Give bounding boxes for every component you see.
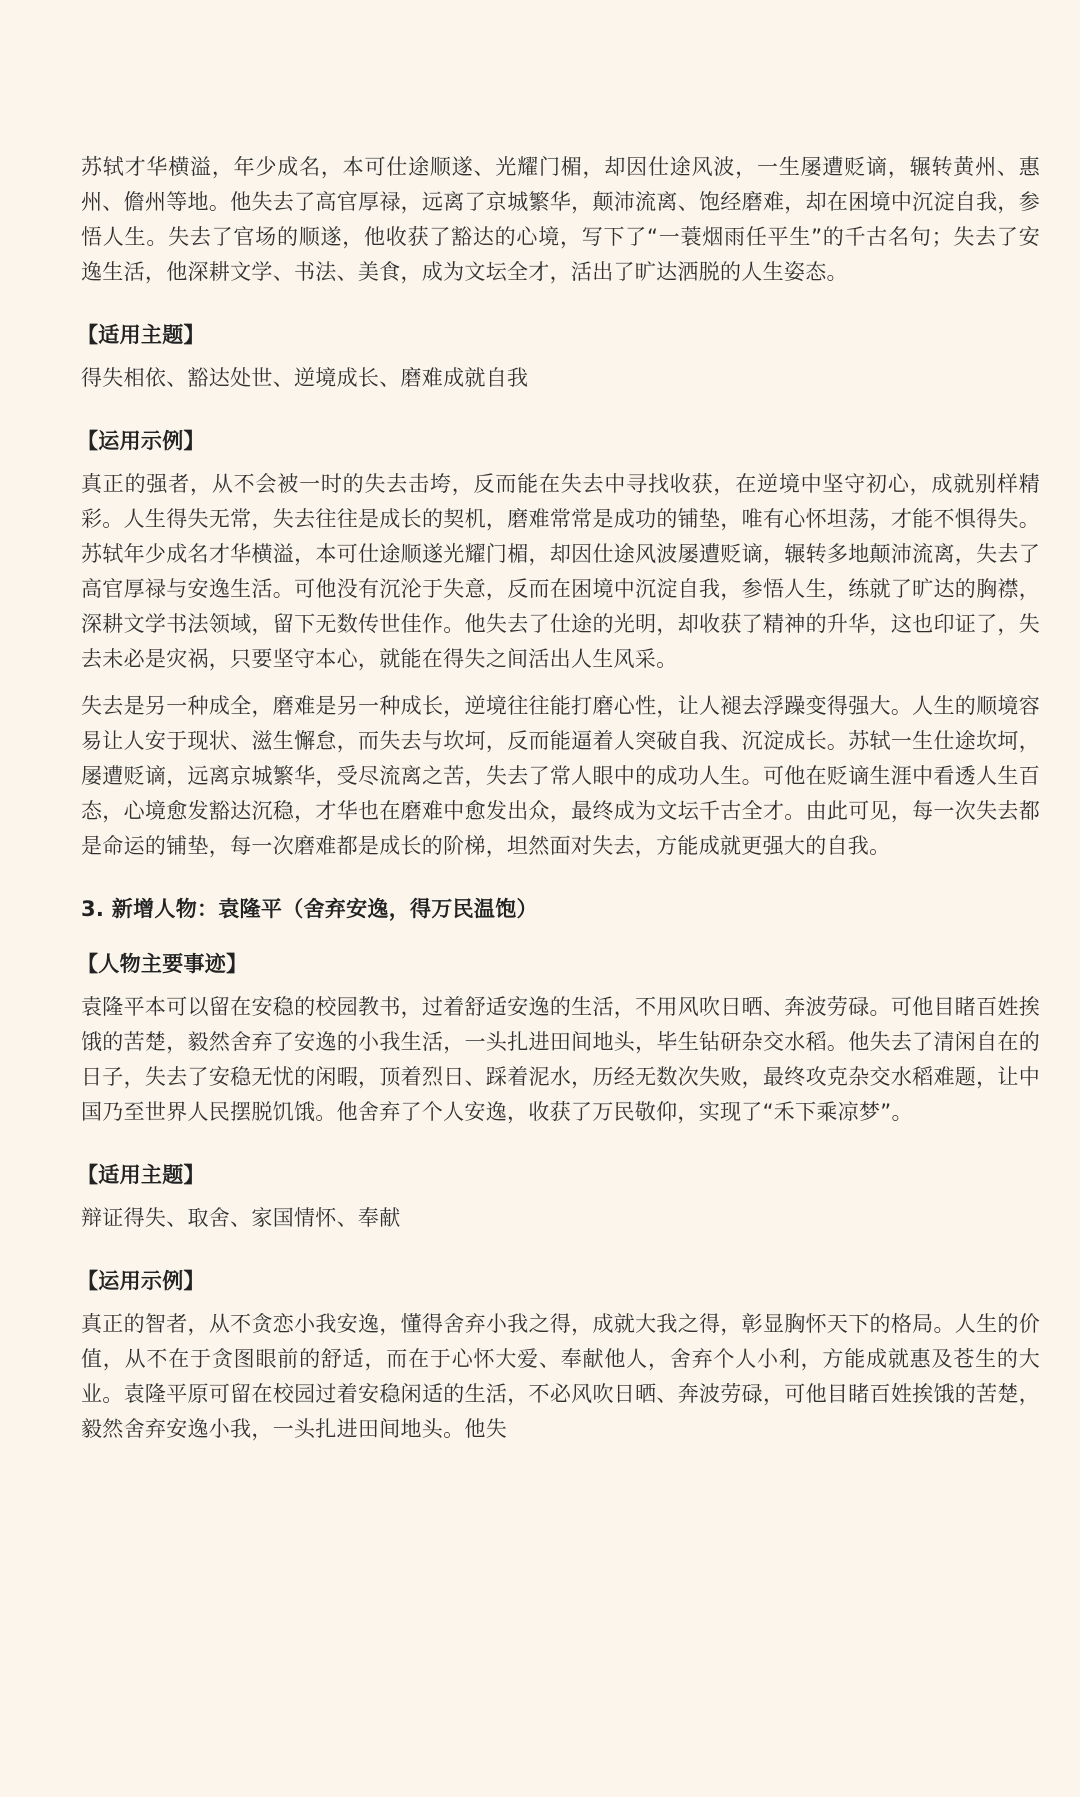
yuan-longping-theme-heading: 【适用主题】 — [77, 1163, 205, 1187]
su-shi-example-paragraph-1: 真正的强者，从不会被一时的失去击垮，反而能在失去中寻找收获，在逆境中坚守初心，成就别样精彩。人生得失无常，失去往往是成长的契机，磨难常常是成功的铺垫，唯有心怀坦荡，才能不惧得失。苏轼年少成名才华横溢，本可仕途顺遂光耀门楣，却因仕途风波屡遭贬谪，辗转多地颠沛流离，失去了高官厚禄与安逸生活。可他没有沉沦于失意，反而在困境中沉淀自我，参悟人生，练就了旷达的胸襟，深耕文学书法领域，留下无数传世佳作。他失去了仕途的光明，却收获了精神的升华，这也印证了，失去未必是灾祸，只要坚守本心，就能在得失之间活出人生风采。 — [81, 472, 1040, 671]
yuan-longping-events-text: 袁隆平本可以留在安稳的校园教书，过着舒适安逸的生活，不用风吹日晒、奔波劳碌。可他目睹百姓挨饿的苦楚，毅然舍弃了安逸的小我生活，一头扎进田间地头，毕生钻研杂交水稻。他失去了清闲自在的日子，失去了安稳无忧的闲暇，顶着烈日、踩着泥水，历经无数次失败，最终攻克杂交水稻难题，让中国乃至世界人民摆脱饥饿。他舍弃了个人安逸，收获了万民敬仰，实现了“禾下乘凉梦”。 — [81, 995, 1040, 1124]
su-shi-example-heading: 【运用示例】 — [77, 429, 205, 453]
su-shi-example-paragraph-2: 失去是另一种成全，磨难是另一种成长，逆境往往能打磨心性，让人褪去浮躁变得强大。人生的顺境容易让人安于现状、滋生懈怠，而失去与坎坷，反而能逼着人突破自我、沉淀成长。苏轼一生仕途坎坷，屡遭贬谪，远离京城繁华，受尽流离之苦，失去了常人眼中的成功人生。可他在贬谪生涯中看透人生百态，心境愈发豁达沉稳，才华也在磨难中愈发出众，最终成为文坛千古全才。由此可见，每一次失去都是命运的铺垫，每一次磨难都是成长的阶梯，坦然面对失去，方能成就更强大的自我。 — [81, 694, 1040, 858]
yuan-longping-example-heading: 【运用示例】 — [77, 1269, 205, 1293]
yuan-longping-events-heading: 【人物主要事迹】 — [77, 952, 248, 976]
yuan-longping-theme-text: 辩证得失、取舍、家国情怀、奉献 — [81, 1206, 401, 1230]
su-shi-theme-text: 得失相依、豁达处世、逆境成长、磨难成就自我 — [81, 366, 529, 390]
su-shi-events-text: 苏轼才华横溢，年少成名，本可仕途顺遂、光耀门楣，却因仕途风波，一生屡遭贬谪，辗转黄州、惠州、儋州等地。他失去了高官厚禄，远离了京城繁华，颠沛流离、饱经磨难，却在困境中沉淀自我，参悟人生。失去了官场的顺遂，他收获了豁达的心境，写下了“一蓑烟雨任平生”的千古名句；失去了安逸生活，他深耕文学、书法、美食，成为文坛全才，活出了旷达洒脱的人生姿态。 — [81, 155, 1040, 284]
yuan-longping-example-paragraph-1: 真正的智者，从不贪恋小我安逸，懂得舍弃小我之得，成就大我之得，彰显胸怀天下的格局。人生的价值，从不在于贪图眼前的舒适，而在于心怀大爱、奉献他人，舍弃个人小利，方能成就惠及苍生的大业。袁隆平原可留在校园过着安稳闲适的生活，不必风吹日晒、奔波劳碌，可他目睹百姓挨饿的苦楚，毅然舍弃安逸小我，一头扎进田间地头。他失 — [81, 1312, 1040, 1441]
yuan-longping-section-title: 3. 新增人物：袁隆平（舍弃安逸，得万民温饱） — [81, 897, 538, 921]
su-shi-theme-heading: 【适用主题】 — [77, 323, 205, 347]
